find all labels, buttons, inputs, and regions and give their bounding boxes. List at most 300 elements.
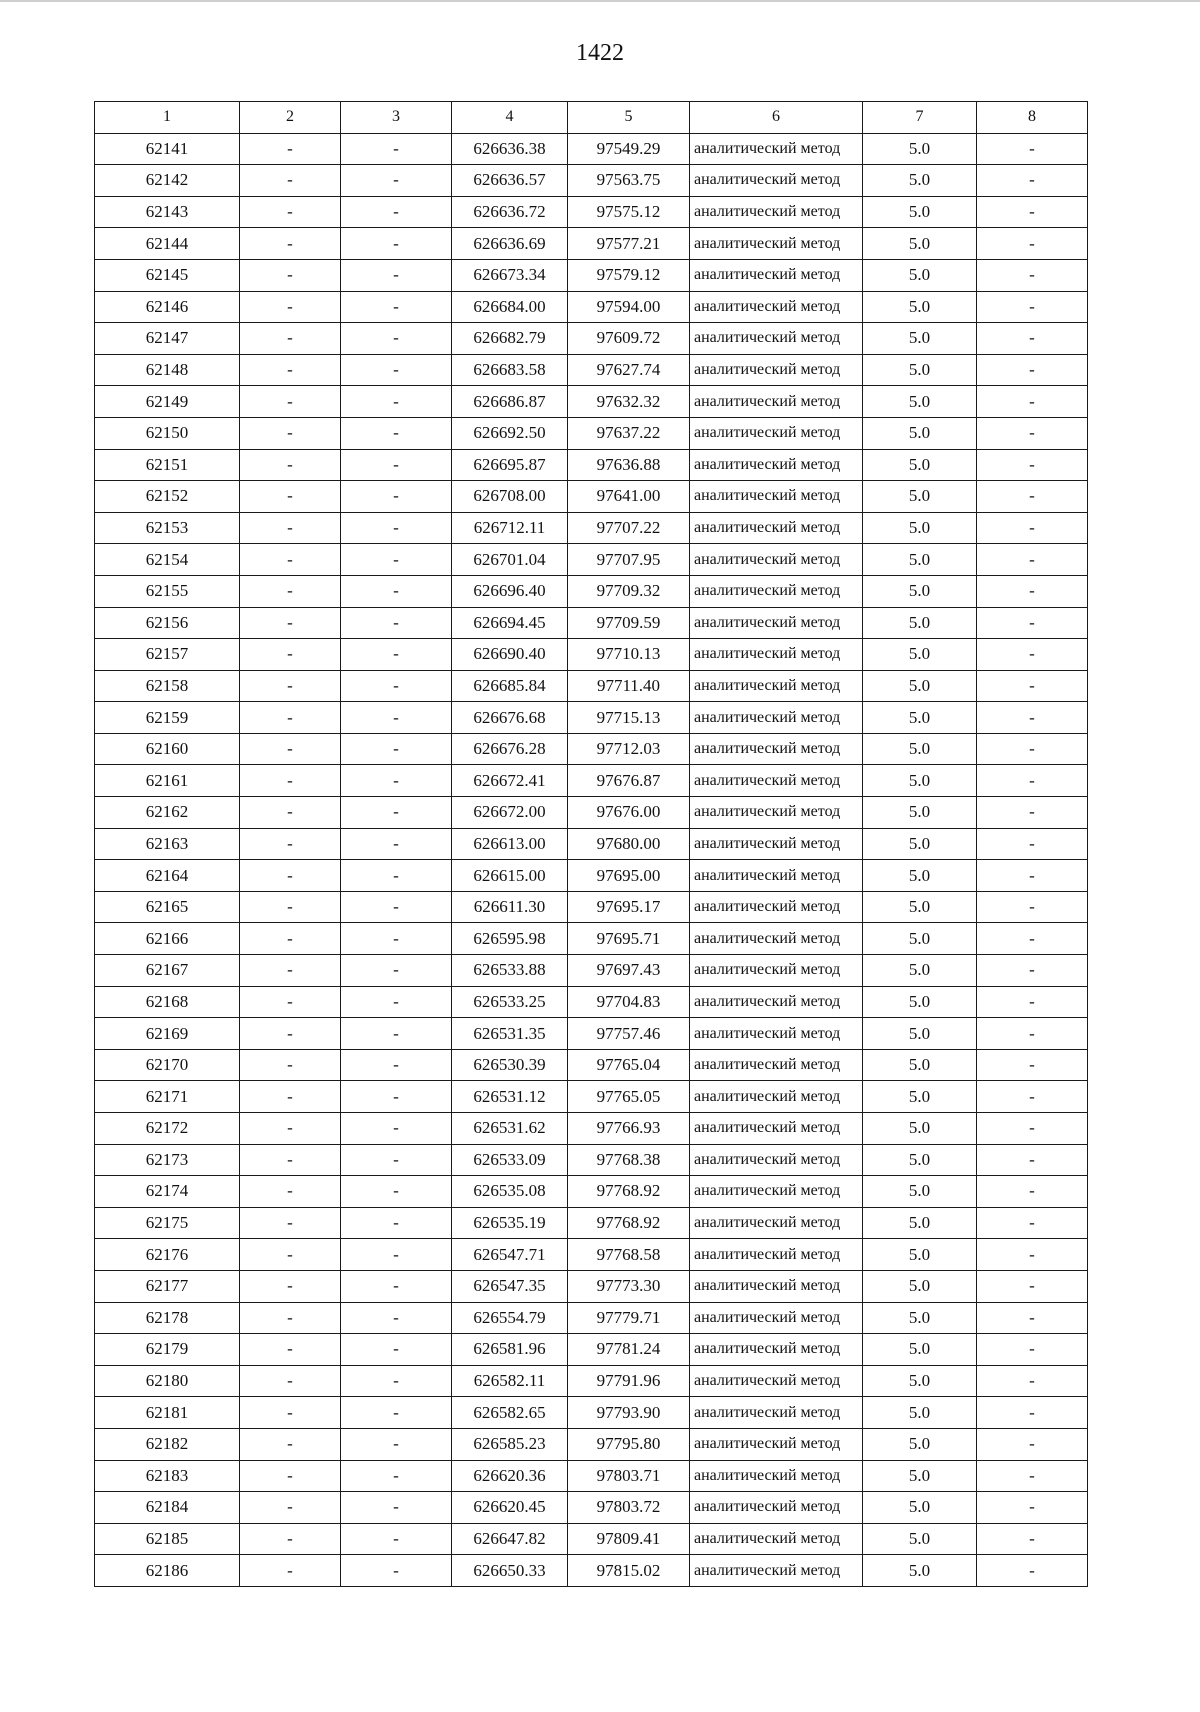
table-cell-col-7: 5.0	[863, 607, 977, 639]
column-header-7: 7	[863, 102, 977, 134]
table-cell-col-8: -	[977, 259, 1088, 291]
table-cell-col-2: -	[240, 1018, 341, 1050]
table-cell-col-8: -	[977, 354, 1088, 386]
table-cell-col-3: -	[341, 386, 452, 418]
table-cell-col-5: 97549.29	[568, 133, 690, 165]
table-cell-col-3: -	[341, 797, 452, 829]
table-row	[95, 512, 1088, 544]
table-cell-col-4: 626650.33	[452, 1555, 568, 1587]
table-cell-col-5: 97695.17	[568, 891, 690, 923]
table-cell-col-7: 5.0	[863, 165, 977, 197]
table-row	[95, 354, 1088, 386]
table-cell-col-6: аналитический метод	[690, 923, 863, 955]
table-cell-col-8: -	[977, 1334, 1088, 1366]
table-cell-col-5: 97575.12	[568, 196, 690, 228]
table-cell-col-7: 5.0	[863, 1113, 977, 1145]
table-cell-col-8: -	[977, 1239, 1088, 1271]
table-cell-col-4: 626613.00	[452, 828, 568, 860]
table-cell-col-1: 62171	[95, 1081, 240, 1113]
table-row	[95, 386, 1088, 418]
table-cell-col-1: 62161	[95, 765, 240, 797]
table-cell-col-4: 626673.34	[452, 259, 568, 291]
table-cell-col-8: -	[977, 891, 1088, 923]
table-cell-col-8: -	[977, 165, 1088, 197]
table-cell-col-3: -	[341, 1365, 452, 1397]
table-cell-col-4: 626547.35	[452, 1270, 568, 1302]
table-cell-col-1: 62157	[95, 639, 240, 671]
table-cell-col-7: 5.0	[863, 733, 977, 765]
table-cell-col-7: 5.0	[863, 417, 977, 449]
table-cell-col-7: 5.0	[863, 449, 977, 481]
table-cell-col-2: -	[240, 1492, 341, 1524]
table-cell-col-4: 626672.41	[452, 765, 568, 797]
table-cell-col-8: -	[977, 797, 1088, 829]
table-cell-col-7: 5.0	[863, 670, 977, 702]
table-cell-col-7: 5.0	[863, 765, 977, 797]
table-cell-col-2: -	[240, 291, 341, 323]
table-row	[95, 133, 1088, 165]
table-cell-col-3: -	[341, 354, 452, 386]
table-cell-col-8: -	[977, 986, 1088, 1018]
table-cell-col-2: -	[240, 133, 341, 165]
table-cell-col-2: -	[240, 891, 341, 923]
table-row	[95, 733, 1088, 765]
table-cell-col-6: аналитический метод	[690, 1334, 863, 1366]
table-cell-col-1: 62177	[95, 1270, 240, 1302]
table-cell-col-5: 97768.92	[568, 1207, 690, 1239]
table-row	[95, 1176, 1088, 1208]
table-cell-col-3: -	[341, 449, 452, 481]
table-row	[95, 955, 1088, 987]
table-cell-col-3: -	[341, 1176, 452, 1208]
table-cell-col-2: -	[240, 417, 341, 449]
table-cell-col-1: 62182	[95, 1428, 240, 1460]
table-cell-col-2: -	[240, 923, 341, 955]
table-cell-col-7: 5.0	[863, 1523, 977, 1555]
table-cell-col-7: 5.0	[863, 196, 977, 228]
table-cell-col-6: аналитический метод	[690, 449, 863, 481]
table-cell-col-4: 626696.40	[452, 575, 568, 607]
table-cell-col-2: -	[240, 1523, 341, 1555]
table-cell-col-2: -	[240, 1365, 341, 1397]
table-cell-col-3: -	[341, 133, 452, 165]
table-cell-col-2: -	[240, 702, 341, 734]
table-cell-col-5: 97781.24	[568, 1334, 690, 1366]
table-cell-col-3: -	[341, 196, 452, 228]
table-cell-col-1: 62181	[95, 1397, 240, 1429]
table-cell-col-3: -	[341, 228, 452, 260]
table-cell-col-6: аналитический метод	[690, 1207, 863, 1239]
table-cell-col-4: 626547.71	[452, 1239, 568, 1271]
table-cell-col-4: 626533.25	[452, 986, 568, 1018]
table-cell-col-3: -	[341, 1555, 452, 1587]
table-cell-col-8: -	[977, 228, 1088, 260]
table-cell-col-1: 62144	[95, 228, 240, 260]
table-cell-col-3: -	[341, 1492, 452, 1524]
table-cell-col-3: -	[341, 670, 452, 702]
table-cell-col-8: -	[977, 196, 1088, 228]
table-cell-col-1: 62142	[95, 165, 240, 197]
table-cell-col-3: -	[341, 1523, 452, 1555]
table-cell-col-8: -	[977, 639, 1088, 671]
table-cell-col-5: 97577.21	[568, 228, 690, 260]
table-cell-col-3: -	[341, 165, 452, 197]
table-cell-col-3: -	[341, 481, 452, 513]
table-cell-col-4: 626708.00	[452, 481, 568, 513]
table-cell-col-6: аналитический метод	[690, 765, 863, 797]
table-cell-col-7: 5.0	[863, 1239, 977, 1271]
table-cell-col-8: -	[977, 1428, 1088, 1460]
table-cell-col-4: 626611.30	[452, 891, 568, 923]
table-cell-col-5: 97711.40	[568, 670, 690, 702]
column-header-3: 3	[341, 102, 452, 134]
table-cell-col-3: -	[341, 1239, 452, 1271]
table-cell-col-7: 5.0	[863, 1428, 977, 1460]
table-cell-col-7: 5.0	[863, 1081, 977, 1113]
table-cell-col-2: -	[240, 1207, 341, 1239]
table-cell-col-3: -	[341, 702, 452, 734]
table-cell-col-4: 626535.08	[452, 1176, 568, 1208]
table-row	[95, 544, 1088, 576]
table-cell-col-8: -	[977, 1207, 1088, 1239]
table-cell-col-5: 97707.95	[568, 544, 690, 576]
table-cell-col-6: аналитический метод	[690, 607, 863, 639]
table-cell-col-5: 97697.43	[568, 955, 690, 987]
table-cell-col-2: -	[240, 828, 341, 860]
table-cell-col-8: -	[977, 1144, 1088, 1176]
table-cell-col-7: 5.0	[863, 386, 977, 418]
table-cell-col-1: 62164	[95, 860, 240, 892]
table-cell-col-6: аналитический метод	[690, 797, 863, 829]
table-cell-col-6: аналитический метод	[690, 1302, 863, 1334]
table-cell-col-2: -	[240, 1049, 341, 1081]
table-cell-col-1: 62150	[95, 417, 240, 449]
table-cell-col-7: 5.0	[863, 797, 977, 829]
table-cell-col-4: 626531.35	[452, 1018, 568, 1050]
table-cell-col-1: 62159	[95, 702, 240, 734]
table-cell-col-2: -	[240, 481, 341, 513]
column-header-8: 8	[977, 102, 1088, 134]
table-cell-col-3: -	[341, 1428, 452, 1460]
table-row	[95, 1018, 1088, 1050]
table-cell-col-8: -	[977, 481, 1088, 513]
table-cell-col-7: 5.0	[863, 860, 977, 892]
table-row	[95, 986, 1088, 1018]
table-cell-col-8: -	[977, 1176, 1088, 1208]
table-cell-col-3: -	[341, 1397, 452, 1429]
table-cell-col-7: 5.0	[863, 986, 977, 1018]
table-cell-col-7: 5.0	[863, 544, 977, 576]
table-cell-col-3: -	[341, 544, 452, 576]
table-cell-col-7: 5.0	[863, 702, 977, 734]
table-cell-col-7: 5.0	[863, 133, 977, 165]
table-row	[95, 1397, 1088, 1429]
table-cell-col-6: аналитический метод	[690, 1365, 863, 1397]
table-cell-col-3: -	[341, 1207, 452, 1239]
table-cell-col-3: -	[341, 733, 452, 765]
table-cell-col-2: -	[240, 196, 341, 228]
table-cell-col-5: 97815.02	[568, 1555, 690, 1587]
table-cell-col-1: 62152	[95, 481, 240, 513]
table-cell-col-6: аналитический метод	[690, 512, 863, 544]
table-cell-col-5: 97715.13	[568, 702, 690, 734]
table-cell-col-7: 5.0	[863, 1397, 977, 1429]
table-row	[95, 607, 1088, 639]
table-cell-col-5: 97779.71	[568, 1302, 690, 1334]
table-cell-col-8: -	[977, 133, 1088, 165]
table-cell-col-6: аналитический метод	[690, 702, 863, 734]
table-cell-col-8: -	[977, 1018, 1088, 1050]
table-cell-col-1: 62178	[95, 1302, 240, 1334]
table-cell-col-1: 62145	[95, 259, 240, 291]
table-cell-col-5: 97709.32	[568, 575, 690, 607]
table-row	[95, 1302, 1088, 1334]
table-cell-col-2: -	[240, 386, 341, 418]
table-cell-col-4: 626533.09	[452, 1144, 568, 1176]
table-cell-col-1: 62180	[95, 1365, 240, 1397]
table-cell-col-5: 97793.90	[568, 1397, 690, 1429]
table-cell-col-4: 626530.39	[452, 1049, 568, 1081]
table-cell-col-2: -	[240, 1460, 341, 1492]
table-cell-col-4: 626701.04	[452, 544, 568, 576]
table-cell-col-3: -	[341, 417, 452, 449]
table-cell-col-5: 97768.58	[568, 1239, 690, 1271]
table-cell-col-1: 62176	[95, 1239, 240, 1271]
table-cell-col-2: -	[240, 860, 341, 892]
table-cell-col-8: -	[977, 955, 1088, 987]
table-cell-col-4: 626712.11	[452, 512, 568, 544]
table-cell-col-8: -	[977, 1365, 1088, 1397]
table-cell-col-6: аналитический метод	[690, 481, 863, 513]
table-cell-col-1: 62174	[95, 1176, 240, 1208]
table-cell-col-2: -	[240, 512, 341, 544]
table-cell-col-2: -	[240, 323, 341, 355]
table-cell-col-6: аналитический метод	[690, 1428, 863, 1460]
table-row	[95, 323, 1088, 355]
table-cell-col-4: 626620.36	[452, 1460, 568, 1492]
table-cell-col-5: 97627.74	[568, 354, 690, 386]
table-cell-col-1: 62170	[95, 1049, 240, 1081]
table-row	[95, 291, 1088, 323]
table-cell-col-3: -	[341, 955, 452, 987]
table-cell-col-5: 97773.30	[568, 1270, 690, 1302]
table-cell-col-1: 62173	[95, 1144, 240, 1176]
table-cell-col-1: 62151	[95, 449, 240, 481]
table-cell-col-4: 626686.87	[452, 386, 568, 418]
table-cell-col-8: -	[977, 1081, 1088, 1113]
table-cell-col-8: -	[977, 417, 1088, 449]
table-cell-col-4: 626615.00	[452, 860, 568, 892]
table-cell-col-2: -	[240, 607, 341, 639]
table-cell-col-6: аналитический метод	[690, 1018, 863, 1050]
table-cell-col-8: -	[977, 1113, 1088, 1145]
table-cell-col-2: -	[240, 1428, 341, 1460]
table-cell-col-6: аналитический метод	[690, 386, 863, 418]
table-cell-col-1: 62185	[95, 1523, 240, 1555]
table-cell-col-6: аналитический метод	[690, 1523, 863, 1555]
table-cell-col-2: -	[240, 1113, 341, 1145]
table-cell-col-7: 5.0	[863, 228, 977, 260]
table-cell-col-5: 97803.71	[568, 1460, 690, 1492]
table-cell-col-3: -	[341, 1460, 452, 1492]
table-cell-col-2: -	[240, 797, 341, 829]
table-row	[95, 1144, 1088, 1176]
table-cell-col-6: аналитический метод	[690, 1270, 863, 1302]
table-cell-col-3: -	[341, 860, 452, 892]
table-cell-col-7: 5.0	[863, 891, 977, 923]
table-cell-col-1: 62165	[95, 891, 240, 923]
table-row	[95, 481, 1088, 513]
table-cell-col-3: -	[341, 607, 452, 639]
table-cell-col-4: 626636.38	[452, 133, 568, 165]
table-cell-col-4: 626554.79	[452, 1302, 568, 1334]
table-row	[95, 797, 1088, 829]
table-row	[95, 1555, 1088, 1587]
table-cell-col-6: аналитический метод	[690, 891, 863, 923]
table-cell-col-8: -	[977, 512, 1088, 544]
table-cell-col-1: 62154	[95, 544, 240, 576]
table-cell-col-3: -	[341, 575, 452, 607]
table-cell-col-1: 62166	[95, 923, 240, 955]
table-cell-col-8: -	[977, 1492, 1088, 1524]
table-cell-col-6: аналитический метод	[690, 1049, 863, 1081]
table-cell-col-7: 5.0	[863, 1460, 977, 1492]
table-row	[95, 860, 1088, 892]
table-cell-col-4: 626676.28	[452, 733, 568, 765]
table-cell-col-1: 62141	[95, 133, 240, 165]
table-cell-col-8: -	[977, 1397, 1088, 1429]
table-row	[95, 1492, 1088, 1524]
table-row	[95, 1365, 1088, 1397]
table-cell-col-6: аналитический метод	[690, 575, 863, 607]
table-cell-col-2: -	[240, 259, 341, 291]
table-cell-col-1: 62162	[95, 797, 240, 829]
table-row	[95, 828, 1088, 860]
table-cell-col-5: 97766.93	[568, 1113, 690, 1145]
table-cell-col-8: -	[977, 1270, 1088, 1302]
table-cell-col-3: -	[341, 1049, 452, 1081]
table-cell-col-4: 626694.45	[452, 607, 568, 639]
table-cell-col-2: -	[240, 1144, 341, 1176]
table-cell-col-6: аналитический метод	[690, 860, 863, 892]
table-cell-col-5: 97709.59	[568, 607, 690, 639]
table-cell-col-7: 5.0	[863, 923, 977, 955]
table-cell-col-6: аналитический метод	[690, 165, 863, 197]
table-cell-col-3: -	[341, 291, 452, 323]
table-cell-col-5: 97680.00	[568, 828, 690, 860]
table-cell-col-7: 5.0	[863, 828, 977, 860]
table-cell-col-1: 62175	[95, 1207, 240, 1239]
table-cell-col-7: 5.0	[863, 1365, 977, 1397]
table-cell-col-3: -	[341, 1018, 452, 1050]
table-cell-col-6: аналитический метод	[690, 1113, 863, 1145]
table-cell-col-7: 5.0	[863, 1176, 977, 1208]
table-cell-col-3: -	[341, 259, 452, 291]
table-cell-col-5: 97632.32	[568, 386, 690, 418]
table-cell-col-7: 5.0	[863, 1049, 977, 1081]
table-cell-col-5: 97695.00	[568, 860, 690, 892]
table-cell-col-6: аналитический метод	[690, 639, 863, 671]
table-row	[95, 1460, 1088, 1492]
table-cell-col-8: -	[977, 544, 1088, 576]
table-cell-col-8: -	[977, 291, 1088, 323]
table-cell-col-3: -	[341, 512, 452, 544]
table-cell-col-5: 97563.75	[568, 165, 690, 197]
table-cell-col-4: 626531.12	[452, 1081, 568, 1113]
table-cell-col-3: -	[341, 1081, 452, 1113]
table-cell-col-6: аналитический метод	[690, 259, 863, 291]
table-row	[95, 165, 1088, 197]
table-cell-col-2: -	[240, 765, 341, 797]
table-cell-col-8: -	[977, 702, 1088, 734]
table-cell-col-3: -	[341, 1334, 452, 1366]
table-cell-col-4: 626636.72	[452, 196, 568, 228]
table-cell-col-1: 62184	[95, 1492, 240, 1524]
table-cell-col-2: -	[240, 733, 341, 765]
table-cell-col-4: 626531.62	[452, 1113, 568, 1145]
table-cell-col-8: -	[977, 386, 1088, 418]
table-cell-col-2: -	[240, 1555, 341, 1587]
table-cell-col-4: 626672.00	[452, 797, 568, 829]
table-cell-col-7: 5.0	[863, 639, 977, 671]
table-row	[95, 1270, 1088, 1302]
table-body	[95, 133, 1088, 1586]
table-cell-col-2: -	[240, 1334, 341, 1366]
table-cell-col-7: 5.0	[863, 1492, 977, 1524]
table-cell-col-2: -	[240, 544, 341, 576]
table-cell-col-4: 626692.50	[452, 417, 568, 449]
table-cell-col-7: 5.0	[863, 955, 977, 987]
table-cell-col-2: -	[240, 955, 341, 987]
table-cell-col-7: 5.0	[863, 1144, 977, 1176]
table-row	[95, 1113, 1088, 1145]
table-cell-col-4: 626684.00	[452, 291, 568, 323]
table-cell-col-1: 62156	[95, 607, 240, 639]
table-cell-col-6: аналитический метод	[690, 1555, 863, 1587]
table-cell-col-3: -	[341, 923, 452, 955]
table-row	[95, 1081, 1088, 1113]
table-cell-col-3: -	[341, 323, 452, 355]
table-cell-col-1: 62148	[95, 354, 240, 386]
page-number: 1422	[576, 40, 624, 66]
table-cell-col-5: 97641.00	[568, 481, 690, 513]
table-cell-col-7: 5.0	[863, 481, 977, 513]
table-cell-col-5: 97609.72	[568, 323, 690, 355]
table-row	[95, 891, 1088, 923]
table-cell-col-5: 97791.96	[568, 1365, 690, 1397]
table-cell-col-3: -	[341, 1270, 452, 1302]
table-cell-col-4: 626636.57	[452, 165, 568, 197]
table-cell-col-4: 626676.68	[452, 702, 568, 734]
table-row	[95, 575, 1088, 607]
table-cell-col-6: аналитический метод	[690, 1397, 863, 1429]
table-cell-col-5: 97765.04	[568, 1049, 690, 1081]
table-cell-col-6: аналитический метод	[690, 354, 863, 386]
table-cell-col-8: -	[977, 828, 1088, 860]
table-cell-col-4: 626533.88	[452, 955, 568, 987]
table-cell-col-5: 97765.05	[568, 1081, 690, 1113]
table-cell-col-6: аналитический метод	[690, 1492, 863, 1524]
table-cell-col-1: 62149	[95, 386, 240, 418]
table-cell-col-1: 62183	[95, 1460, 240, 1492]
table-cell-col-5: 97803.72	[568, 1492, 690, 1524]
column-header-5: 5	[568, 102, 690, 134]
table-cell-col-2: -	[240, 165, 341, 197]
table-cell-col-5: 97636.88	[568, 449, 690, 481]
table-cell-col-3: -	[341, 1113, 452, 1145]
table-cell-col-8: -	[977, 607, 1088, 639]
table-cell-col-8: -	[977, 1460, 1088, 1492]
